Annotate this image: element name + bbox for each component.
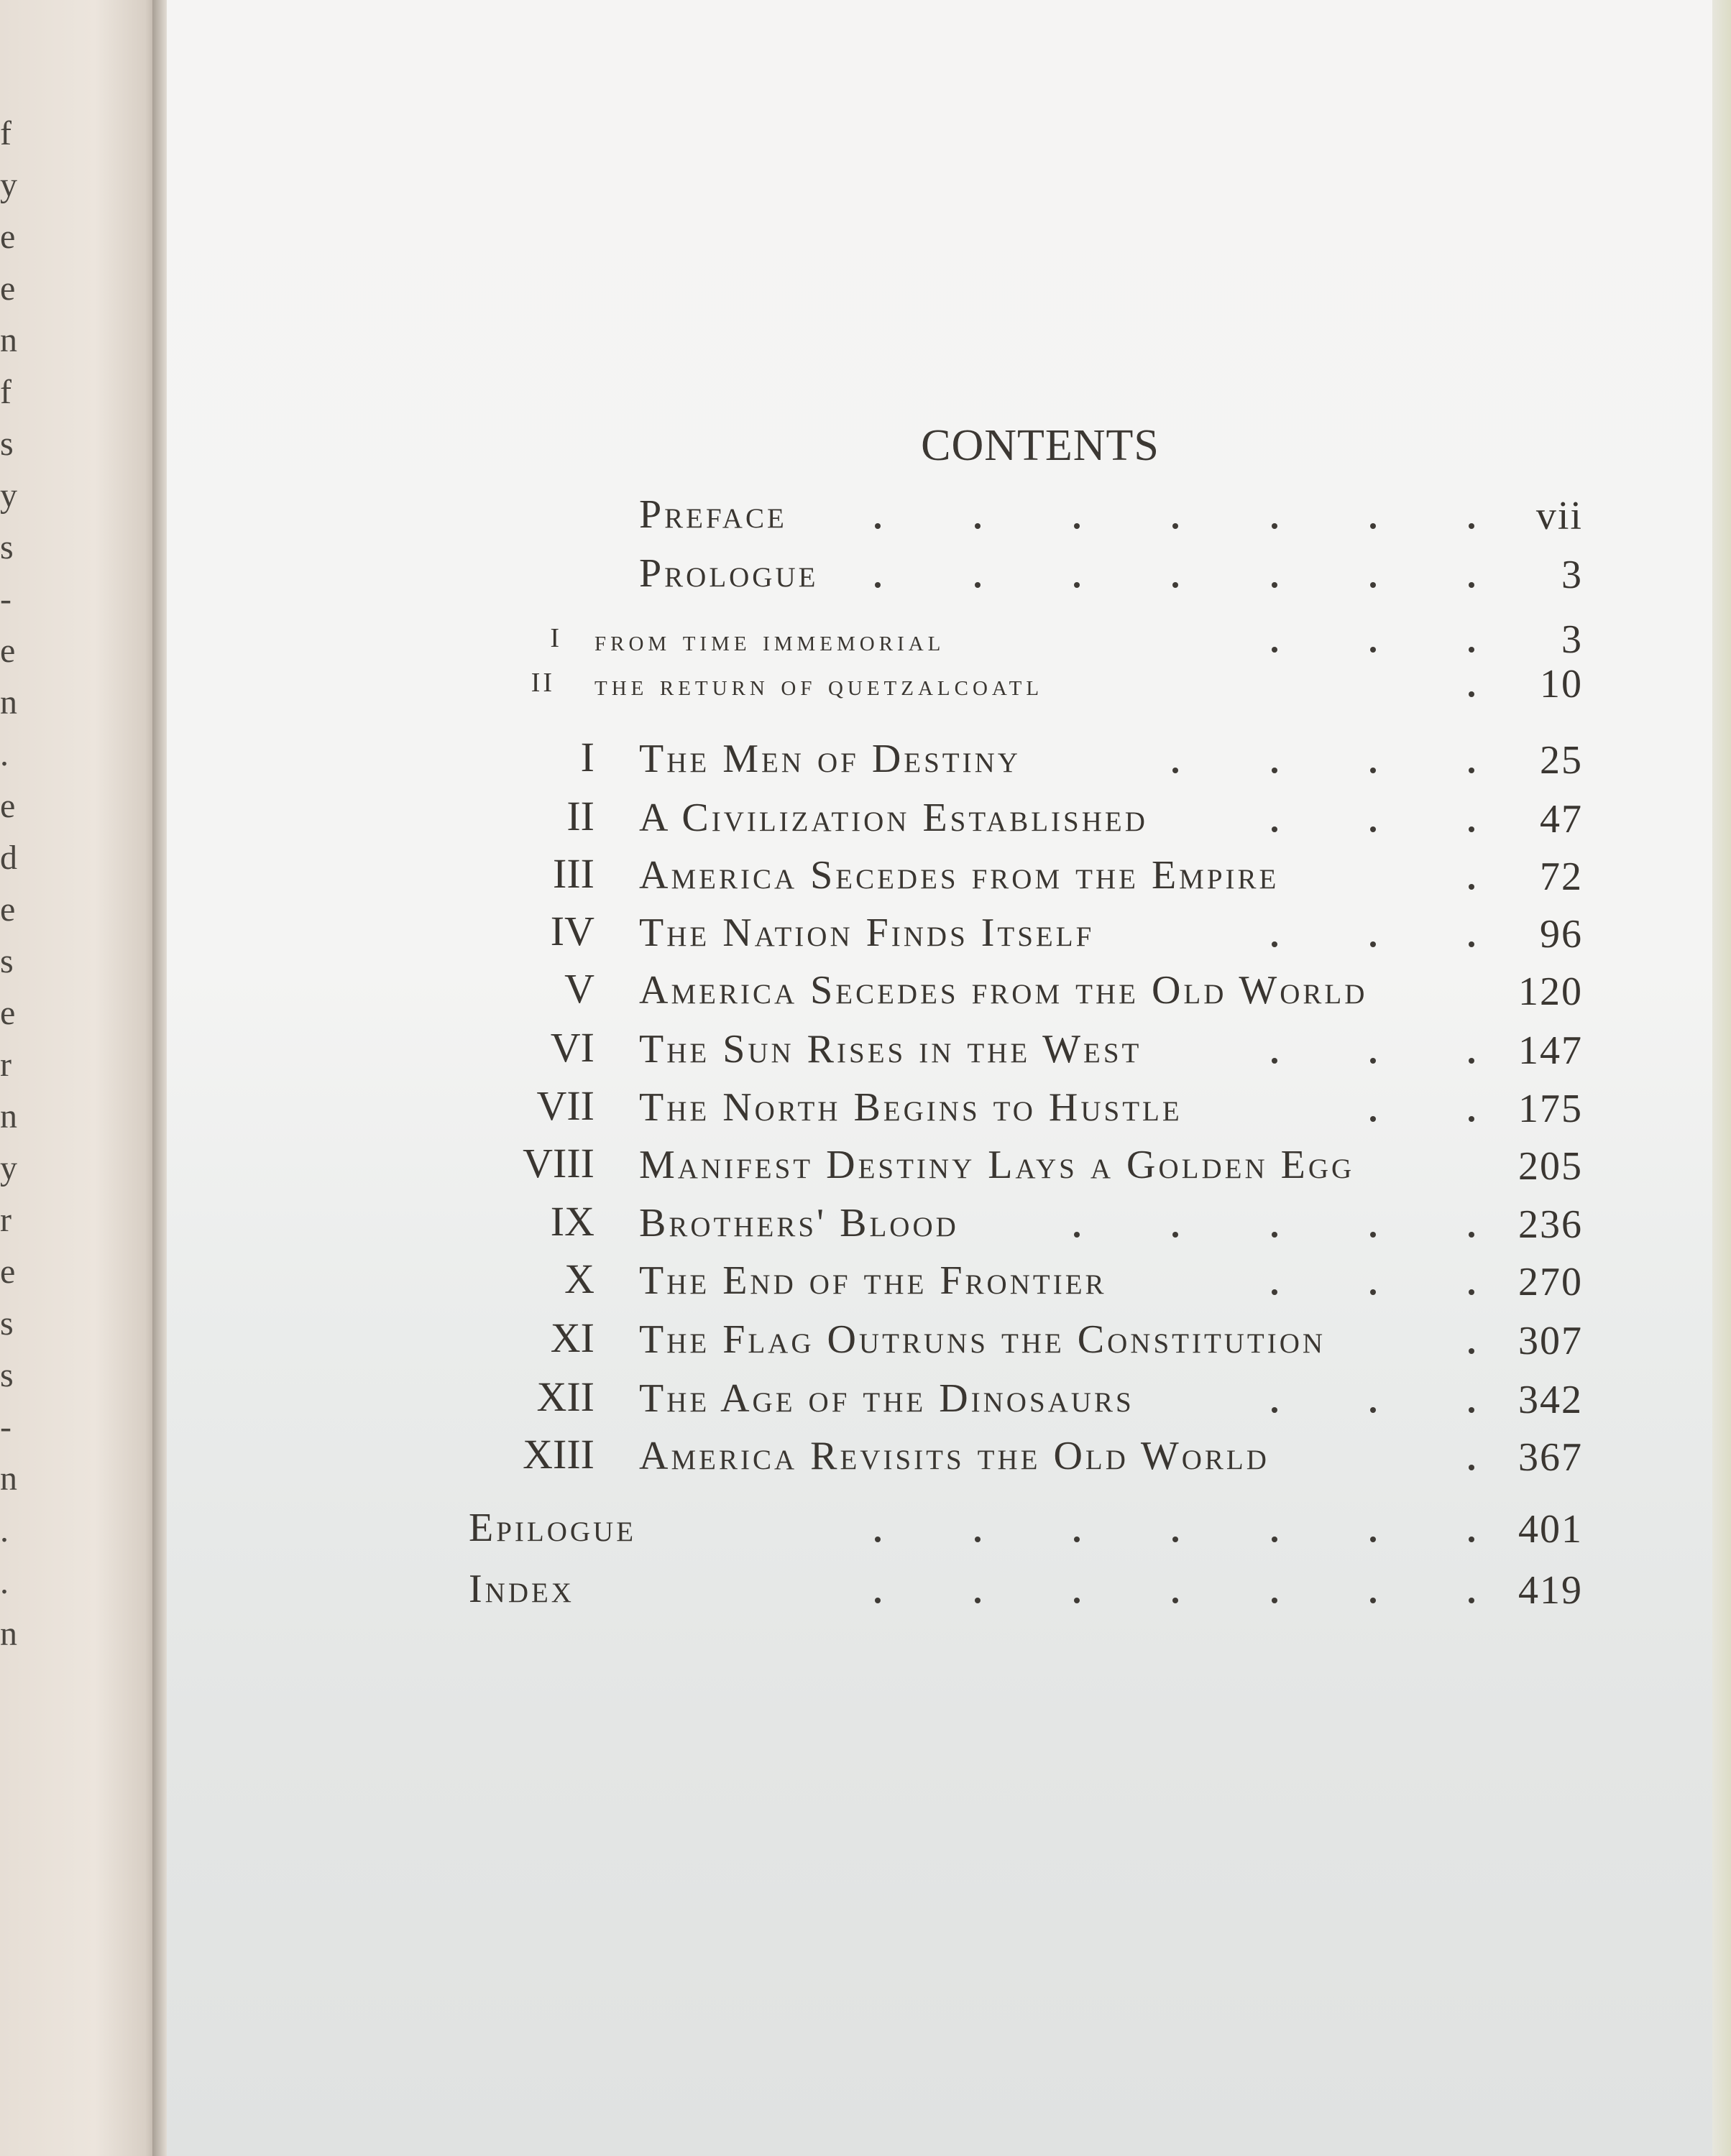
chapter-page: 205 xyxy=(1518,1144,1583,1189)
previous-page-letter: e xyxy=(0,270,16,308)
chapter-page: 72 xyxy=(1540,854,1583,899)
chapter-number: IV xyxy=(550,908,594,954)
leader-dot xyxy=(1370,1116,1376,1122)
leader-dot xyxy=(1074,1232,1080,1238)
toc-entry-index xyxy=(167,1563,1731,1613)
toc-entry-page: 401 xyxy=(1518,1507,1583,1552)
leader-dot xyxy=(1272,1058,1277,1064)
toc-chapter-entry xyxy=(167,964,1731,1015)
chapter-title: The Age of the Dinosaurs xyxy=(639,1376,1134,1421)
previous-page-letter: r xyxy=(0,1201,12,1239)
toc-entry-title: Index xyxy=(469,1567,574,1611)
leader-dot xyxy=(1172,1537,1178,1542)
previous-page-edge xyxy=(0,0,158,2156)
leader-dot xyxy=(1074,523,1080,529)
chapter-page: 367 xyxy=(1518,1435,1583,1480)
chapter-page: 307 xyxy=(1518,1319,1583,1363)
chapter-number: VI xyxy=(550,1024,594,1071)
previous-page-letter: n xyxy=(0,1615,17,1653)
page-right-edge xyxy=(1712,0,1731,2156)
previous-page-letter: e xyxy=(0,1253,16,1291)
previous-page-letter: s xyxy=(0,1304,14,1342)
toc-entry-epilogue xyxy=(167,1502,1731,1552)
leader-dot xyxy=(1370,1232,1376,1238)
chapter-page: 147 xyxy=(1518,1028,1583,1073)
previous-page-letter: e xyxy=(0,632,16,670)
chapter-number: I xyxy=(580,734,594,780)
chapter-number: XIII xyxy=(523,1431,594,1478)
chapter-page: 25 xyxy=(1540,738,1583,783)
previous-page-text-fragments xyxy=(0,108,22,1660)
chapter-page: 96 xyxy=(1540,912,1583,957)
chapter-title: The Nation Finds Itself xyxy=(639,911,1095,955)
leader-dot xyxy=(1370,768,1376,773)
chapter-number: VII xyxy=(536,1082,594,1129)
chapter-number: XII xyxy=(536,1373,594,1420)
toc-entry-page: 419 xyxy=(1518,1568,1583,1613)
leader-dot xyxy=(1272,523,1277,529)
chapter-page: 120 xyxy=(1518,969,1583,1014)
chapter-page: 236 xyxy=(1518,1202,1583,1247)
previous-page-letter: . xyxy=(0,1511,9,1549)
previous-page-letter: y xyxy=(0,476,17,515)
chapter-title: The Sun Rises in the West xyxy=(639,1027,1142,1072)
leader-dot xyxy=(1172,768,1178,773)
previous-page-letter: s xyxy=(0,1356,14,1394)
leader-dot xyxy=(1074,1537,1080,1542)
leader-dot xyxy=(1272,1598,1277,1603)
previous-page-letter: n xyxy=(0,1097,17,1135)
previous-page-letter: e xyxy=(0,994,16,1032)
previous-page-letter: s xyxy=(0,942,14,980)
chapter-title: America Secedes from the Old World xyxy=(639,968,1368,1013)
toc-chapter-entry xyxy=(167,1430,1731,1480)
toc-entry-page: 3 xyxy=(1561,553,1583,597)
previous-page-letter: s xyxy=(0,528,14,566)
chapter-title: Brothers' Blood xyxy=(639,1201,959,1245)
leader-dot xyxy=(975,582,981,588)
leader-dot xyxy=(1272,647,1277,653)
previous-page-letter: y xyxy=(0,166,17,204)
previous-page-letter: s xyxy=(0,425,14,463)
chapter-title: The End of the Frontier xyxy=(639,1258,1107,1303)
leader-dot xyxy=(875,1537,881,1542)
leader-dot xyxy=(1370,647,1376,653)
leader-dot xyxy=(1272,826,1277,832)
chapter-page: 270 xyxy=(1518,1260,1583,1304)
previous-page-letter: n xyxy=(0,1460,17,1498)
leader-dot xyxy=(1370,1289,1376,1295)
toc-entry-page: 10 xyxy=(1540,662,1583,706)
toc-subentry xyxy=(167,657,1731,707)
toc-subentry-title: the return of quetzalcoatl xyxy=(594,669,1044,702)
chapter-title: Manifest Destiny Lays a Golden Egg xyxy=(639,1143,1355,1187)
chapter-title: The Flag Outruns the Constitution xyxy=(639,1317,1326,1362)
leader-dot xyxy=(1272,941,1277,947)
chapter-number: V xyxy=(564,965,594,1012)
toc-entry-page: 3 xyxy=(1561,617,1583,662)
toc-chapter-entry xyxy=(167,792,1731,842)
previous-page-letter: . xyxy=(0,1563,9,1601)
leader-dot xyxy=(1172,582,1178,588)
leader-dot xyxy=(1370,1058,1376,1064)
toc-entry-page: vii xyxy=(1535,494,1583,538)
chapter-number: VIII xyxy=(523,1140,594,1187)
previous-page-letter: f xyxy=(0,114,12,152)
toc-entry-title: Preface xyxy=(639,492,787,537)
toc-subentry-number: II xyxy=(531,668,555,698)
leader-dot xyxy=(975,1598,981,1603)
previous-page-letter: - xyxy=(0,1408,12,1446)
leader-dot xyxy=(1172,523,1178,529)
leader-dot xyxy=(975,523,981,529)
previous-page-letter: n xyxy=(0,683,17,722)
previous-page-letter: - xyxy=(0,580,12,618)
leader-dot xyxy=(1272,768,1277,773)
chapter-page: 342 xyxy=(1518,1378,1583,1422)
toc-entry-title: Epilogue xyxy=(469,1506,637,1550)
chapter-title: A Civilization Established xyxy=(639,796,1148,840)
previous-page-letter: y xyxy=(0,1149,17,1187)
leader-dot xyxy=(1370,1598,1376,1603)
chapter-title: The Men of Destiny xyxy=(639,737,1021,781)
leader-dot xyxy=(1272,1289,1277,1295)
chapter-number: X xyxy=(564,1256,594,1302)
toc-chapter-entry xyxy=(167,1373,1731,1423)
leader-dot xyxy=(875,582,881,588)
chapter-page: 175 xyxy=(1518,1087,1583,1131)
toc-chapter-entry xyxy=(167,849,1731,900)
toc-chapter-entry xyxy=(167,907,1731,957)
previous-page-letter: d xyxy=(0,839,17,877)
toc-chapter-entry xyxy=(167,733,1731,783)
leader-dot xyxy=(1074,1598,1080,1603)
previous-page-letter: e xyxy=(0,218,16,256)
previous-page-letter: r xyxy=(0,1046,12,1084)
leader-dot xyxy=(1370,826,1376,832)
leader-dot xyxy=(875,1598,881,1603)
toc-chapter-entry xyxy=(167,1139,1731,1189)
leader-dot xyxy=(1370,523,1376,529)
chapter-title: The North Begins to Hustle xyxy=(639,1085,1183,1130)
toc-chapter-entry xyxy=(167,1314,1731,1364)
previous-page-letter: e xyxy=(0,890,16,929)
toc-subentry-title: from time immemorial xyxy=(594,625,945,658)
previous-page-letter: n xyxy=(0,321,17,359)
toc-chapter-entry xyxy=(167,1082,1731,1132)
previous-page-letter: f xyxy=(0,373,12,411)
toc-subentry xyxy=(167,612,1731,663)
leader-dot xyxy=(1272,1407,1277,1413)
leader-dot xyxy=(1370,1537,1376,1542)
chapter-number: XI xyxy=(550,1314,594,1361)
page-title: CONTENTS xyxy=(921,421,1160,470)
chapter-number: IX xyxy=(550,1198,594,1245)
toc-entry-prologue xyxy=(167,548,1731,598)
leader-dot xyxy=(1172,1232,1178,1238)
leader-dot xyxy=(875,523,881,529)
toc-chapter-entry xyxy=(167,1023,1731,1074)
chapter-number: II xyxy=(566,793,594,839)
chapter-page: 47 xyxy=(1540,797,1583,842)
previous-page-letter: e xyxy=(0,787,16,825)
toc-entry-title: Prologue xyxy=(639,551,819,596)
previous-page-letter: . xyxy=(0,735,9,773)
chapter-title: America Revisits the Old World xyxy=(639,1434,1269,1478)
toc-chapter-entry xyxy=(167,1255,1731,1305)
leader-dot xyxy=(1172,1598,1178,1603)
contents-page xyxy=(167,0,1731,2156)
chapter-number: III xyxy=(553,850,594,897)
leader-dot xyxy=(1272,582,1277,588)
leader-dot xyxy=(1370,1407,1376,1413)
toc-chapter-entry xyxy=(167,1197,1731,1248)
chapter-title: America Secedes from the Empire xyxy=(639,853,1280,898)
toc-entry-preface xyxy=(167,489,1731,539)
leader-dot xyxy=(1272,1537,1277,1542)
toc-subentry-number: I xyxy=(550,623,562,653)
leader-dot xyxy=(1370,941,1376,947)
leader-dot xyxy=(1370,582,1376,588)
leader-dot xyxy=(975,1537,981,1542)
leader-dot xyxy=(1074,582,1080,588)
leader-dot xyxy=(1272,1232,1277,1238)
